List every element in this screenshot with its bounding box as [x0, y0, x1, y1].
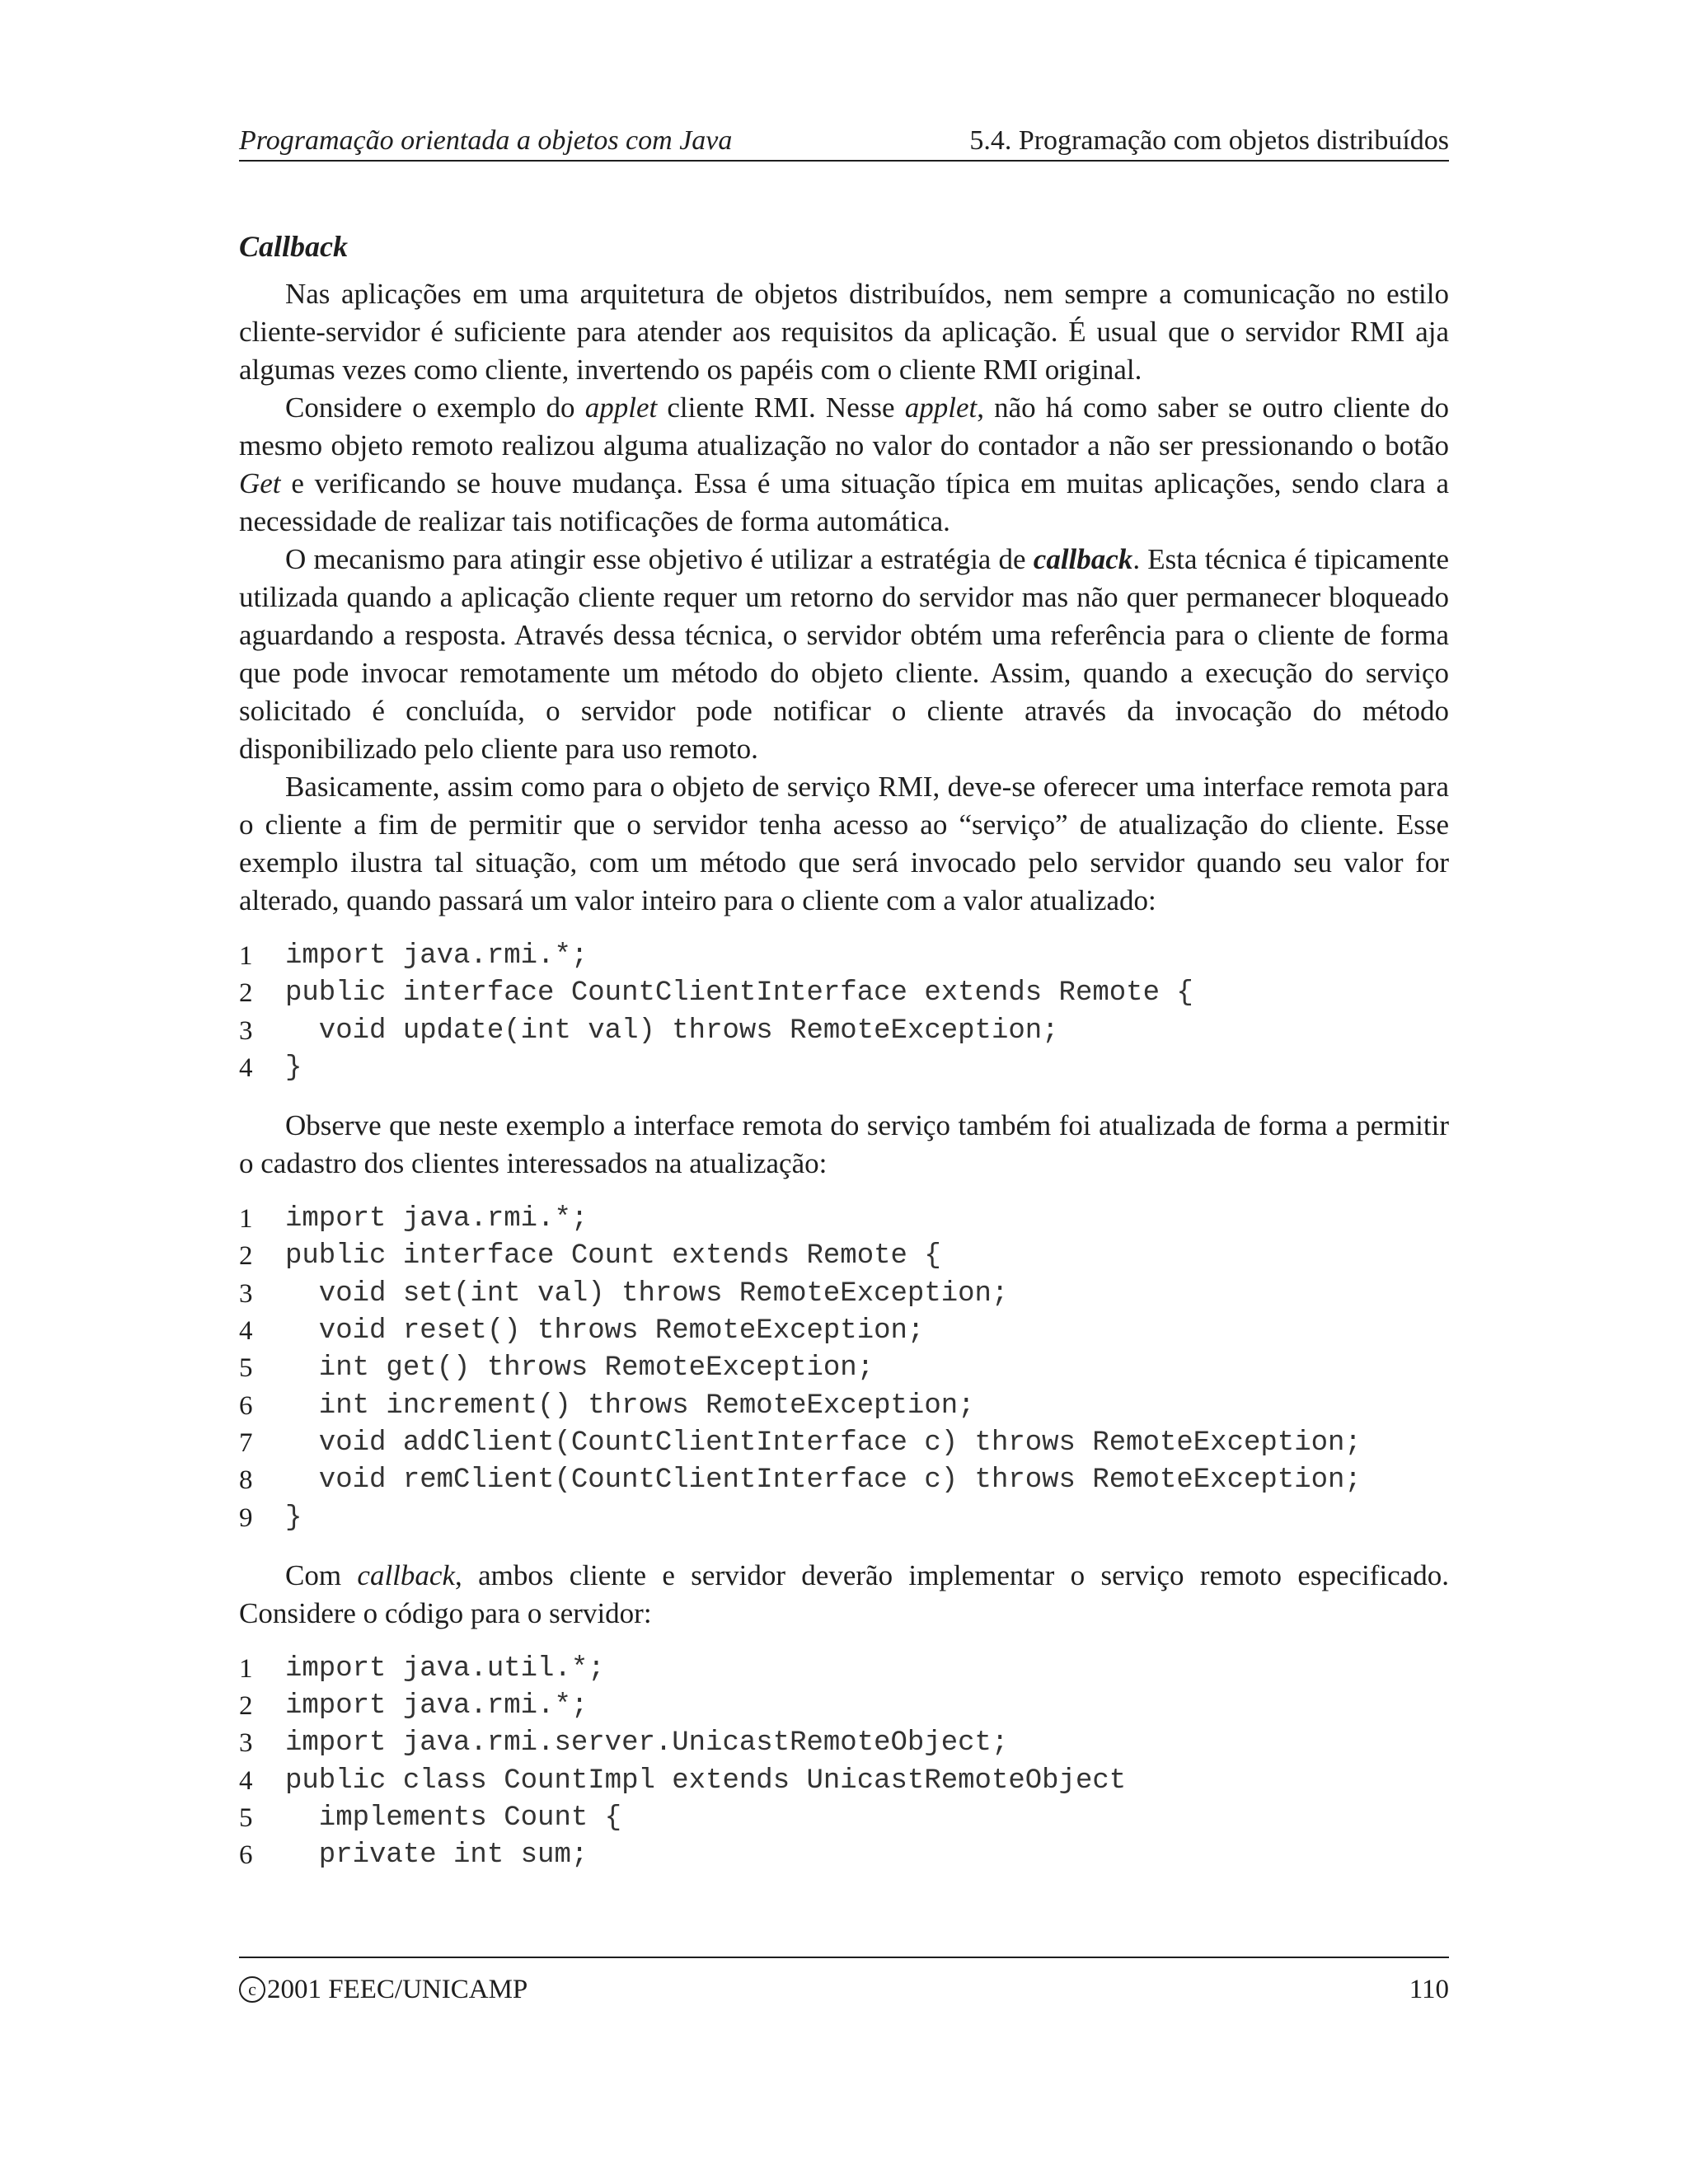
line-number: 1 [239, 1653, 253, 1684]
paragraph-6 [239, 1557, 1449, 1633]
text-run: . Esta técnica é tipicamente utilizada quando a aplicação cliente requer um retorno do servidor mas não quer permanecer bloqueado aguardando a resposta. Através dessa técnica, o servidor obtém uma referência para o cliente de forma que pode invocar remotamente um método do objeto cliente. Assim, quando a execução do serviço solicitado é concluída, o servidor pode notificar o cliente através da invocação do método disponibilizado pelo cliente para uso remoto. [239, 543, 1449, 765]
code-line [239, 1763, 1449, 1800]
text-run: O mecanismo para atingir esse objetivo é utilizar a estratégia de [285, 543, 1034, 575]
line-number: 8 [239, 1465, 253, 1496]
code-text: void addClient(CountClientInterface c) throws RemoteException; [285, 1427, 1362, 1459]
line-number: 4 [239, 1316, 253, 1347]
code-text: import java.rmi.*; [285, 1203, 588, 1235]
line-number: 7 [239, 1427, 253, 1458]
line-number: 6 [239, 1390, 253, 1421]
paragraph-5: Observe que neste exemplo a interface remota do serviço também foi atualizada de forma a permitir o cadastro dos clientes interessados na atualização: [239, 1109, 1449, 1180]
code-line [239, 1013, 1449, 1050]
copyright-icon: c [239, 1976, 265, 2003]
code-line [239, 1388, 1449, 1425]
emphasis-text: callback [357, 1558, 455, 1591]
code-line [239, 1688, 1449, 1725]
code-line [239, 938, 1449, 975]
code-line [239, 1425, 1449, 1462]
text-run: e verificando se houve mudança. Essa é uma situação típica em muitas aplicações, sendo clara a necessidade de realizar tais notificações de forma automática. [239, 467, 1449, 537]
line-number: 5 [239, 1353, 253, 1384]
line-number: 2 [239, 1691, 253, 1722]
page-footer [239, 1957, 1449, 2004]
code-line [239, 1050, 1449, 1087]
code-line [239, 1201, 1449, 1238]
code-line [239, 975, 1449, 1012]
code-text: private int sum; [285, 1840, 588, 1872]
page-number: 110 [1409, 1975, 1449, 2004]
text-run: cliente RMI. Nesse [657, 391, 905, 424]
code-text: import java.rmi.server.UnicastRemoteObject; [285, 1727, 1009, 1760]
code-line [239, 1462, 1449, 1499]
paragraph-4: Basicamente, assim como para o objeto de serviço RMI, deve-se oferecer uma interface remota para o cliente a fim de permitir que o servidor tenha acesso ao “serviço” de atualização do cliente. Esse exemplo ilustra tal situação, com um método que será invocado pelo servidor quando seu valor for alterado, quando passará um valor inteiro para o cliente com a valor atualizado: [239, 771, 1449, 916]
text-run: Com [285, 1558, 358, 1591]
paragraph-2 [239, 389, 1449, 541]
line-number: 4 [239, 1052, 253, 1083]
line-number: 9 [239, 1502, 253, 1533]
code-text: public interface Count extends Remote { [285, 1240, 941, 1272]
code-line [239, 1800, 1449, 1837]
code-text: void reset() throws RemoteException; [285, 1315, 925, 1347]
line-number: 4 [239, 1765, 253, 1796]
header-section-title: 5.4. Programação com objetos distribuídos [969, 125, 1449, 156]
paragraph-1: Nas aplicações em uma arquitetura de objetos distribuídos, nem sempre a comunicação no estilo cliente-servidor é suficiente para atender aos requisitos da aplicação. É usual que o servidor RMI aja algumas vezes como cliente, invertendo os papéis com o cliente RMI original. [239, 278, 1449, 386]
code-listing-3 [239, 1651, 1449, 1875]
code-line [239, 1313, 1449, 1350]
text-run: , não há como saber se outro cliente do mesmo objeto remoto realizou alguma atualização no valor do contador a não ser pressionando o botão [239, 391, 1449, 462]
code-text: int increment() throws RemoteException; [285, 1390, 975, 1422]
line-number: 3 [239, 1728, 253, 1759]
code-text: public class CountImpl extends UnicastRemoteObject [285, 1765, 1127, 1797]
bold-emphasis-text: callback [1033, 543, 1133, 575]
text-run: Considere o exemplo do [285, 391, 585, 424]
emphasis-text: applet [904, 391, 978, 424]
document-page [239, 0, 1449, 2184]
paragraph-3 [239, 541, 1449, 768]
code-text: void update(int val) throws RemoteException; [285, 1015, 1059, 1047]
line-number: 6 [239, 1840, 253, 1871]
code-text: import java.rmi.*; [285, 1690, 588, 1722]
code-text: } [285, 1502, 302, 1534]
code-line [239, 1837, 1449, 1874]
line-number: 1 [239, 941, 253, 971]
header-book-title: Programação orientada a objetos com Java [239, 125, 733, 156]
code-text: } [285, 1052, 302, 1084]
code-line [239, 1500, 1449, 1537]
line-number: 1 [239, 1204, 253, 1235]
code-line [239, 1725, 1449, 1762]
footer-copyright-text: 2001 FEEC/UNICAMP [267, 1975, 528, 2004]
code-line [239, 1651, 1449, 1688]
line-number: 5 [239, 1803, 253, 1834]
code-line [239, 1276, 1449, 1313]
code-text: import java.util.*; [285, 1652, 605, 1685]
code-text: implements Count { [285, 1802, 622, 1835]
code-line [239, 1238, 1449, 1275]
running-header [239, 122, 1449, 162]
code-line [239, 1350, 1449, 1387]
text-run: , ambos cliente e servidor deverão implementar o serviço remoto especificado. Considere o código para o servidor: [239, 1558, 1450, 1629]
page-content [239, 224, 1449, 1895]
section-heading: Callback [239, 230, 348, 263]
code-text: void remClient(CountClientInterface c) throws RemoteException; [285, 1465, 1362, 1497]
code-listing-2 [239, 1201, 1449, 1537]
emphasis-text: Get [239, 467, 281, 499]
code-text: import java.rmi.*; [285, 940, 588, 972]
emphasis-text: applet [584, 391, 658, 424]
code-text: public interface CountClientInterface extends Remote { [285, 977, 1193, 1010]
line-number: 2 [239, 1241, 253, 1272]
line-number: 3 [239, 1015, 253, 1046]
line-number: 3 [239, 1278, 253, 1309]
code-listing-1 [239, 938, 1449, 1087]
code-text: void set(int val) throws RemoteException; [285, 1277, 1009, 1310]
code-text: int get() throws RemoteException; [285, 1352, 874, 1385]
line-number: 2 [239, 978, 253, 1009]
footer-copyright [239, 1971, 528, 2008]
